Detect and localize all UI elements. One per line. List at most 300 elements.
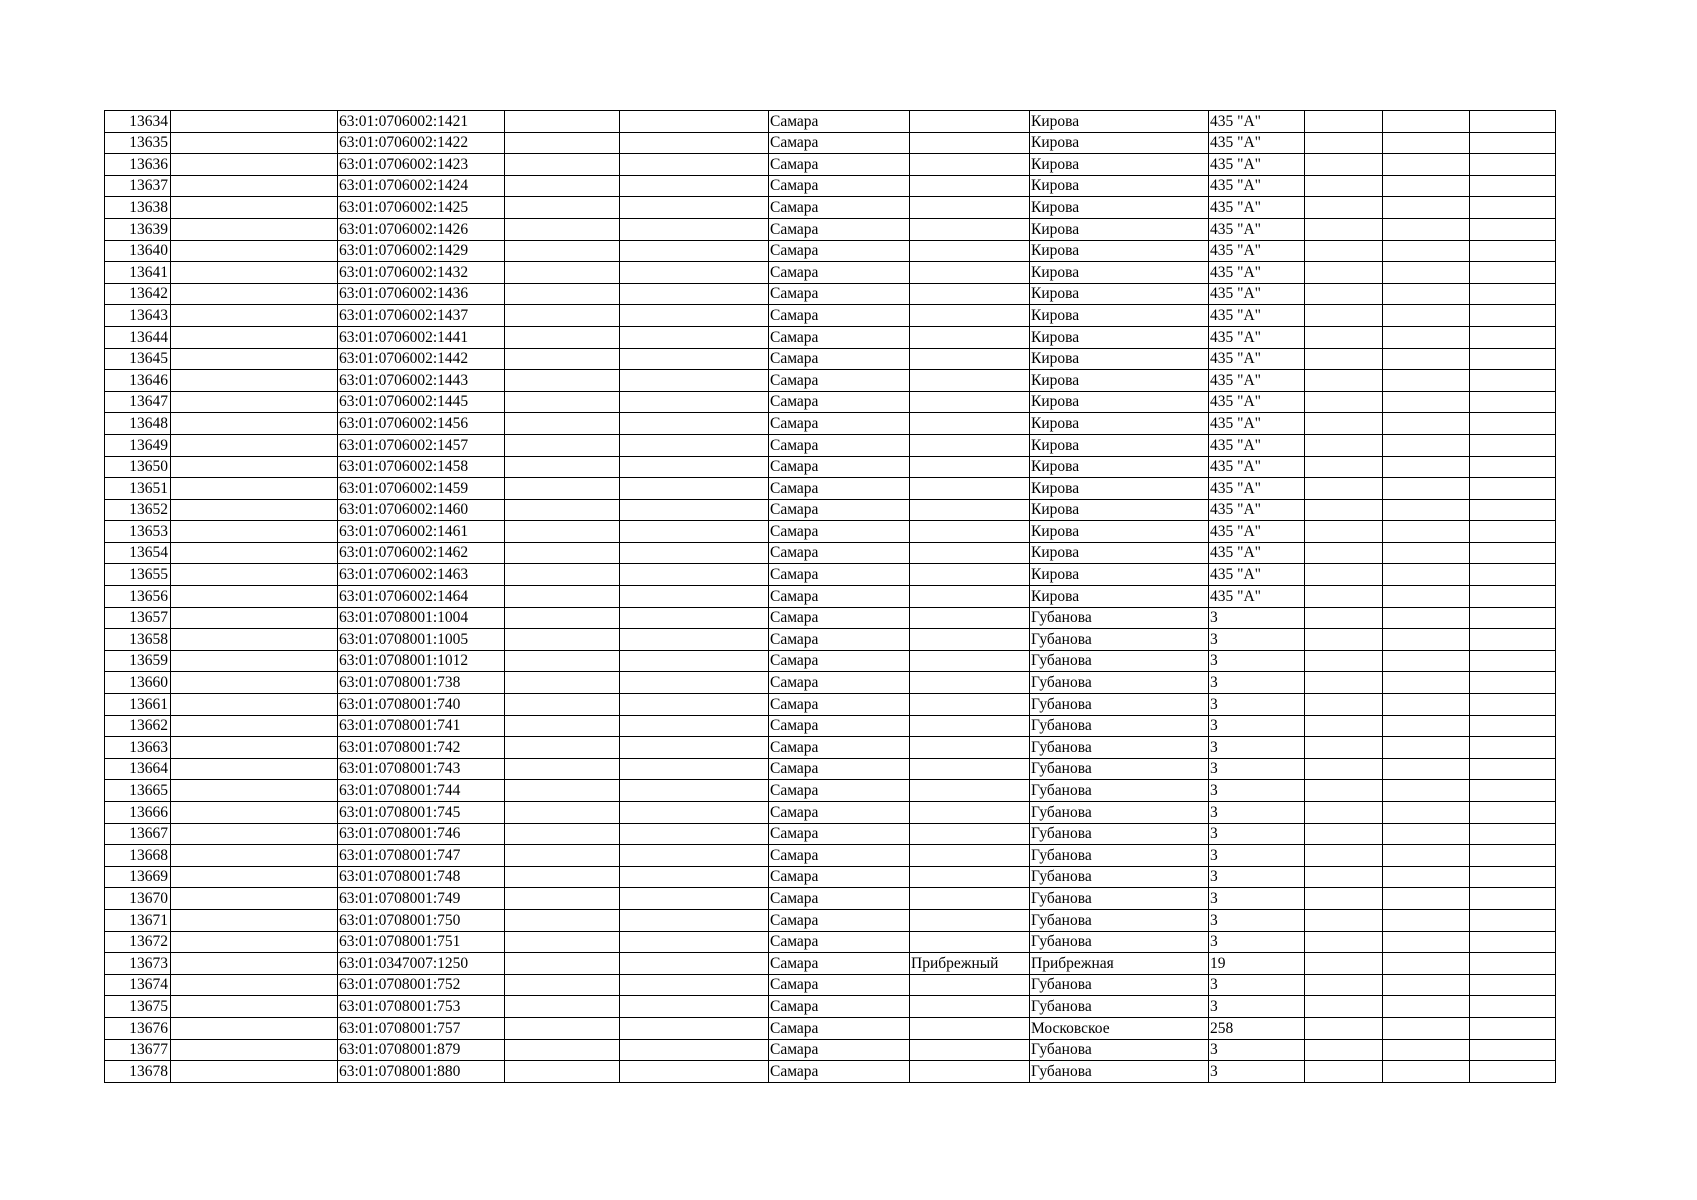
house-number-cell: 435 "А" — [1209, 499, 1305, 521]
city-cell: Самара — [769, 996, 910, 1018]
house-number-cell: 3 — [1209, 931, 1305, 953]
row-number-cell: 13666 — [105, 802, 171, 824]
table-row — [105, 305, 1556, 327]
empty-cell — [620, 218, 769, 240]
empty-cell — [1305, 672, 1383, 694]
empty-cell — [620, 370, 769, 392]
settlement-cell — [910, 154, 1030, 176]
empty-cell — [1305, 996, 1383, 1018]
empty-cell — [1470, 218, 1556, 240]
empty-cell — [505, 780, 620, 802]
empty-cell — [505, 586, 620, 608]
empty-cell — [1383, 499, 1470, 521]
cadastral-number-cell: 63:01:0706002:1425 — [338, 197, 505, 219]
street-cell: Губанова — [1030, 1061, 1209, 1083]
table-row — [105, 996, 1556, 1018]
empty-cell — [505, 391, 620, 413]
house-number-cell: 3 — [1209, 758, 1305, 780]
street-cell: Губанова — [1030, 758, 1209, 780]
house-number-cell: 3 — [1209, 866, 1305, 888]
empty-cell — [505, 845, 620, 867]
street-cell: Губанова — [1030, 737, 1209, 759]
empty-cell — [620, 758, 769, 780]
settlement-cell — [910, 197, 1030, 219]
row-number-cell: 13678 — [105, 1061, 171, 1083]
table-row — [105, 1061, 1556, 1083]
cadastral-number-cell: 63:01:0706002:1462 — [338, 542, 505, 564]
empty-cell — [505, 1017, 620, 1039]
empty-cell — [505, 132, 620, 154]
empty-cell — [505, 974, 620, 996]
empty-cell — [620, 111, 769, 133]
cadastral-number-cell: 63:01:0708001:742 — [338, 737, 505, 759]
cadastral-number-cell: 63:01:0347007:1250 — [338, 953, 505, 975]
empty-cell — [1383, 456, 1470, 478]
cadastral-number-cell: 63:01:0708001:1004 — [338, 607, 505, 629]
settlement-cell — [910, 1061, 1030, 1083]
empty-cell — [1383, 737, 1470, 759]
table-row — [105, 780, 1556, 802]
settlement-cell — [910, 262, 1030, 284]
settlement-cell — [910, 909, 1030, 931]
empty-cell — [171, 888, 338, 910]
city-cell: Самара — [769, 650, 910, 672]
empty-cell — [505, 823, 620, 845]
cadastral-number-cell: 63:01:0706002:1459 — [338, 478, 505, 500]
empty-cell — [171, 456, 338, 478]
empty-cell — [1305, 499, 1383, 521]
empty-cell — [1305, 348, 1383, 370]
city-cell: Самара — [769, 456, 910, 478]
city-cell: Самара — [769, 305, 910, 327]
empty-cell — [1470, 456, 1556, 478]
empty-cell — [1383, 909, 1470, 931]
empty-cell — [1383, 564, 1470, 586]
settlement-cell — [910, 218, 1030, 240]
row-number-cell: 13634 — [105, 111, 171, 133]
table-row — [105, 672, 1556, 694]
empty-cell — [1383, 758, 1470, 780]
empty-cell — [505, 1039, 620, 1061]
house-number-cell: 435 "А" — [1209, 542, 1305, 564]
table-row — [105, 931, 1556, 953]
empty-cell — [1383, 845, 1470, 867]
empty-cell — [1305, 1061, 1383, 1083]
empty-cell — [505, 672, 620, 694]
house-number-cell: 3 — [1209, 996, 1305, 1018]
empty-cell — [1470, 283, 1556, 305]
street-cell: Кирова — [1030, 413, 1209, 435]
house-number-cell: 3 — [1209, 715, 1305, 737]
empty-cell — [1470, 996, 1556, 1018]
settlement-cell — [910, 650, 1030, 672]
table-row — [105, 283, 1556, 305]
table-row — [105, 823, 1556, 845]
empty-cell — [1383, 283, 1470, 305]
empty-cell — [1470, 866, 1556, 888]
row-number-cell: 13640 — [105, 240, 171, 262]
cadastral-number-cell: 63:01:0708001:741 — [338, 715, 505, 737]
city-cell: Самара — [769, 629, 910, 651]
empty-cell — [505, 478, 620, 500]
empty-cell — [171, 111, 338, 133]
house-number-cell: 3 — [1209, 607, 1305, 629]
cadastral-number-cell: 63:01:0706002:1429 — [338, 240, 505, 262]
city-cell: Самара — [769, 758, 910, 780]
empty-cell — [620, 1061, 769, 1083]
empty-cell — [1383, 542, 1470, 564]
empty-cell — [1383, 996, 1470, 1018]
table-row — [105, 650, 1556, 672]
settlement-cell — [910, 694, 1030, 716]
street-cell: Кирова — [1030, 542, 1209, 564]
row-number-cell: 13674 — [105, 974, 171, 996]
empty-cell — [1383, 478, 1470, 500]
table-row — [105, 715, 1556, 737]
city-cell: Самара — [769, 888, 910, 910]
empty-cell — [1305, 586, 1383, 608]
street-cell: Кирова — [1030, 283, 1209, 305]
settlement-cell: Прибрежный — [910, 953, 1030, 975]
table-row — [105, 629, 1556, 651]
empty-cell — [620, 802, 769, 824]
cadastral-number-cell: 63:01:0706002:1436 — [338, 283, 505, 305]
empty-cell — [1470, 629, 1556, 651]
empty-cell — [171, 370, 338, 392]
table-row — [105, 499, 1556, 521]
house-number-cell: 435 "А" — [1209, 132, 1305, 154]
empty-cell — [1470, 823, 1556, 845]
row-number-cell: 13635 — [105, 132, 171, 154]
row-number-cell: 13652 — [105, 499, 171, 521]
empty-cell — [171, 283, 338, 305]
house-number-cell: 3 — [1209, 845, 1305, 867]
house-number-cell: 435 "А" — [1209, 521, 1305, 543]
empty-cell — [1470, 845, 1556, 867]
empty-cell — [1383, 132, 1470, 154]
row-number-cell: 13668 — [105, 845, 171, 867]
empty-cell — [171, 391, 338, 413]
settlement-cell — [910, 564, 1030, 586]
empty-cell — [171, 672, 338, 694]
empty-cell — [1383, 154, 1470, 176]
table-row — [105, 391, 1556, 413]
house-number-cell: 435 "А" — [1209, 564, 1305, 586]
empty-cell — [1383, 197, 1470, 219]
street-cell: Губанова — [1030, 715, 1209, 737]
empty-cell — [1470, 909, 1556, 931]
empty-cell — [505, 305, 620, 327]
settlement-cell — [910, 866, 1030, 888]
street-cell: Губанова — [1030, 629, 1209, 651]
empty-cell — [620, 629, 769, 651]
table-row — [105, 197, 1556, 219]
table-row — [105, 521, 1556, 543]
empty-cell — [171, 909, 338, 931]
settlement-cell — [910, 478, 1030, 500]
settlement-cell — [910, 305, 1030, 327]
empty-cell — [1305, 758, 1383, 780]
empty-cell — [1470, 434, 1556, 456]
row-number-cell: 13660 — [105, 672, 171, 694]
empty-cell — [1305, 909, 1383, 931]
empty-cell — [1383, 1039, 1470, 1061]
cadastral-number-cell: 63:01:0708001:1012 — [338, 650, 505, 672]
empty-cell — [171, 154, 338, 176]
empty-cell — [505, 521, 620, 543]
table-row — [105, 694, 1556, 716]
empty-cell — [620, 715, 769, 737]
empty-cell — [1383, 629, 1470, 651]
city-cell: Самара — [769, 564, 910, 586]
empty-cell — [171, 305, 338, 327]
empty-cell — [171, 845, 338, 867]
empty-cell — [171, 478, 338, 500]
empty-cell — [1470, 672, 1556, 694]
empty-cell — [620, 391, 769, 413]
table-row — [105, 262, 1556, 284]
table-row — [105, 413, 1556, 435]
row-number-cell: 13665 — [105, 780, 171, 802]
empty-cell — [171, 197, 338, 219]
empty-cell — [620, 305, 769, 327]
empty-cell — [620, 694, 769, 716]
empty-cell — [1470, 499, 1556, 521]
empty-cell — [1470, 953, 1556, 975]
empty-cell — [620, 672, 769, 694]
city-cell: Самара — [769, 197, 910, 219]
settlement-cell — [910, 175, 1030, 197]
city-cell: Самара — [769, 1061, 910, 1083]
row-number-cell: 13649 — [105, 434, 171, 456]
street-cell: Кирова — [1030, 154, 1209, 176]
empty-cell — [505, 218, 620, 240]
empty-cell — [1383, 715, 1470, 737]
empty-cell — [171, 542, 338, 564]
row-number-cell: 13662 — [105, 715, 171, 737]
empty-cell — [1383, 413, 1470, 435]
city-cell: Самара — [769, 823, 910, 845]
empty-cell — [171, 434, 338, 456]
city-cell: Самара — [769, 521, 910, 543]
empty-cell — [171, 1039, 338, 1061]
empty-cell — [620, 888, 769, 910]
street-cell: Кирова — [1030, 521, 1209, 543]
row-number-cell: 13675 — [105, 996, 171, 1018]
empty-cell — [171, 953, 338, 975]
table-row — [105, 348, 1556, 370]
table-row — [105, 132, 1556, 154]
city-cell: Самара — [769, 111, 910, 133]
empty-cell — [505, 953, 620, 975]
empty-cell — [171, 240, 338, 262]
empty-cell — [1470, 262, 1556, 284]
city-cell: Самара — [769, 478, 910, 500]
street-cell: Кирова — [1030, 218, 1209, 240]
empty-cell — [1470, 758, 1556, 780]
empty-cell — [1383, 650, 1470, 672]
empty-cell — [171, 650, 338, 672]
street-cell: Губанова — [1030, 888, 1209, 910]
empty-cell — [620, 197, 769, 219]
settlement-cell — [910, 1039, 1030, 1061]
empty-cell — [505, 607, 620, 629]
house-number-cell: 3 — [1209, 629, 1305, 651]
house-number-cell: 3 — [1209, 888, 1305, 910]
empty-cell — [1470, 542, 1556, 564]
house-number-cell: 435 "А" — [1209, 283, 1305, 305]
empty-cell — [1305, 888, 1383, 910]
empty-cell — [1470, 154, 1556, 176]
city-cell: Самара — [769, 780, 910, 802]
house-number-cell: 19 — [1209, 953, 1305, 975]
empty-cell — [1470, 802, 1556, 824]
empty-cell — [505, 629, 620, 651]
empty-cell — [1470, 1039, 1556, 1061]
street-cell: Кирова — [1030, 564, 1209, 586]
house-number-cell: 435 "А" — [1209, 413, 1305, 435]
settlement-cell — [910, 780, 1030, 802]
empty-cell — [1383, 823, 1470, 845]
empty-cell — [171, 758, 338, 780]
empty-cell — [505, 694, 620, 716]
city-cell: Самара — [769, 154, 910, 176]
house-number-cell: 435 "А" — [1209, 586, 1305, 608]
empty-cell — [1305, 694, 1383, 716]
empty-cell — [1383, 111, 1470, 133]
settlement-cell — [910, 111, 1030, 133]
empty-cell — [1383, 348, 1470, 370]
empty-cell — [1383, 694, 1470, 716]
cadastral-number-cell: 63:01:0706002:1458 — [338, 456, 505, 478]
row-number-cell: 13644 — [105, 326, 171, 348]
row-number-cell: 13653 — [105, 521, 171, 543]
street-cell: Губанова — [1030, 845, 1209, 867]
table-row — [105, 218, 1556, 240]
empty-cell — [171, 1017, 338, 1039]
empty-cell — [171, 694, 338, 716]
empty-cell — [505, 262, 620, 284]
row-number-cell: 13651 — [105, 478, 171, 500]
empty-cell — [1383, 1061, 1470, 1083]
empty-cell — [620, 866, 769, 888]
table-row — [105, 909, 1556, 931]
house-number-cell: 435 "А" — [1209, 262, 1305, 284]
settlement-cell — [910, 823, 1030, 845]
empty-cell — [620, 650, 769, 672]
settlement-cell — [910, 283, 1030, 305]
row-number-cell: 13646 — [105, 370, 171, 392]
empty-cell — [1383, 802, 1470, 824]
empty-cell — [1305, 650, 1383, 672]
house-number-cell: 3 — [1209, 1061, 1305, 1083]
empty-cell — [505, 888, 620, 910]
empty-cell — [505, 758, 620, 780]
empty-cell — [620, 175, 769, 197]
table-row — [105, 758, 1556, 780]
cadastral-number-cell: 63:01:0706002:1457 — [338, 434, 505, 456]
row-number-cell: 13647 — [105, 391, 171, 413]
empty-cell — [171, 218, 338, 240]
empty-cell — [505, 326, 620, 348]
street-cell: Губанова — [1030, 866, 1209, 888]
empty-cell — [505, 650, 620, 672]
table-row — [105, 888, 1556, 910]
empty-cell — [620, 542, 769, 564]
empty-cell — [1383, 1017, 1470, 1039]
cadastral-number-cell: 63:01:0706002:1461 — [338, 521, 505, 543]
house-number-cell: 435 "А" — [1209, 434, 1305, 456]
empty-cell — [505, 996, 620, 1018]
cadastral-number-cell: 63:01:0706002:1421 — [338, 111, 505, 133]
empty-cell — [1305, 326, 1383, 348]
empty-cell — [1470, 132, 1556, 154]
house-number-cell: 3 — [1209, 1039, 1305, 1061]
row-number-cell: 13670 — [105, 888, 171, 910]
city-cell: Самара — [769, 499, 910, 521]
house-number-cell: 435 "А" — [1209, 348, 1305, 370]
empty-cell — [1383, 780, 1470, 802]
row-number-cell: 13645 — [105, 348, 171, 370]
empty-cell — [1383, 175, 1470, 197]
settlement-cell — [910, 456, 1030, 478]
empty-cell — [620, 1017, 769, 1039]
table-row — [105, 478, 1556, 500]
cadastral-number-cell: 63:01:0708001:738 — [338, 672, 505, 694]
empty-cell — [1470, 391, 1556, 413]
cadastral-number-cell: 63:01:0708001:757 — [338, 1017, 505, 1039]
empty-cell — [1305, 974, 1383, 996]
settlement-cell — [910, 348, 1030, 370]
empty-cell — [1305, 802, 1383, 824]
settlement-cell — [910, 326, 1030, 348]
cadastral-number-cell: 63:01:0708001:748 — [338, 866, 505, 888]
cadastral-number-cell: 63:01:0708001:747 — [338, 845, 505, 867]
settlement-cell — [910, 132, 1030, 154]
empty-cell — [171, 326, 338, 348]
empty-cell — [620, 845, 769, 867]
street-cell: Кирова — [1030, 586, 1209, 608]
city-cell: Самара — [769, 737, 910, 759]
empty-cell — [620, 823, 769, 845]
table-row — [105, 1039, 1556, 1061]
settlement-cell — [910, 672, 1030, 694]
cadastral-number-cell: 63:01:0706002:1456 — [338, 413, 505, 435]
house-number-cell: 435 "А" — [1209, 370, 1305, 392]
row-number-cell: 13663 — [105, 737, 171, 759]
empty-cell — [1470, 931, 1556, 953]
city-cell: Самара — [769, 672, 910, 694]
settlement-cell — [910, 845, 1030, 867]
table-row — [105, 326, 1556, 348]
cadastral-number-cell: 63:01:0708001:879 — [338, 1039, 505, 1061]
empty-cell — [620, 780, 769, 802]
empty-cell — [1383, 370, 1470, 392]
empty-cell — [1470, 737, 1556, 759]
city-cell: Самара — [769, 240, 910, 262]
house-number-cell: 3 — [1209, 694, 1305, 716]
street-cell: Прибрежная — [1030, 953, 1209, 975]
empty-cell — [1305, 478, 1383, 500]
city-cell: Самара — [769, 953, 910, 975]
settlement-cell — [910, 240, 1030, 262]
settlement-cell — [910, 931, 1030, 953]
settlement-cell — [910, 499, 1030, 521]
empty-cell — [1470, 348, 1556, 370]
empty-cell — [171, 564, 338, 586]
settlement-cell — [910, 391, 1030, 413]
empty-cell — [1305, 953, 1383, 975]
